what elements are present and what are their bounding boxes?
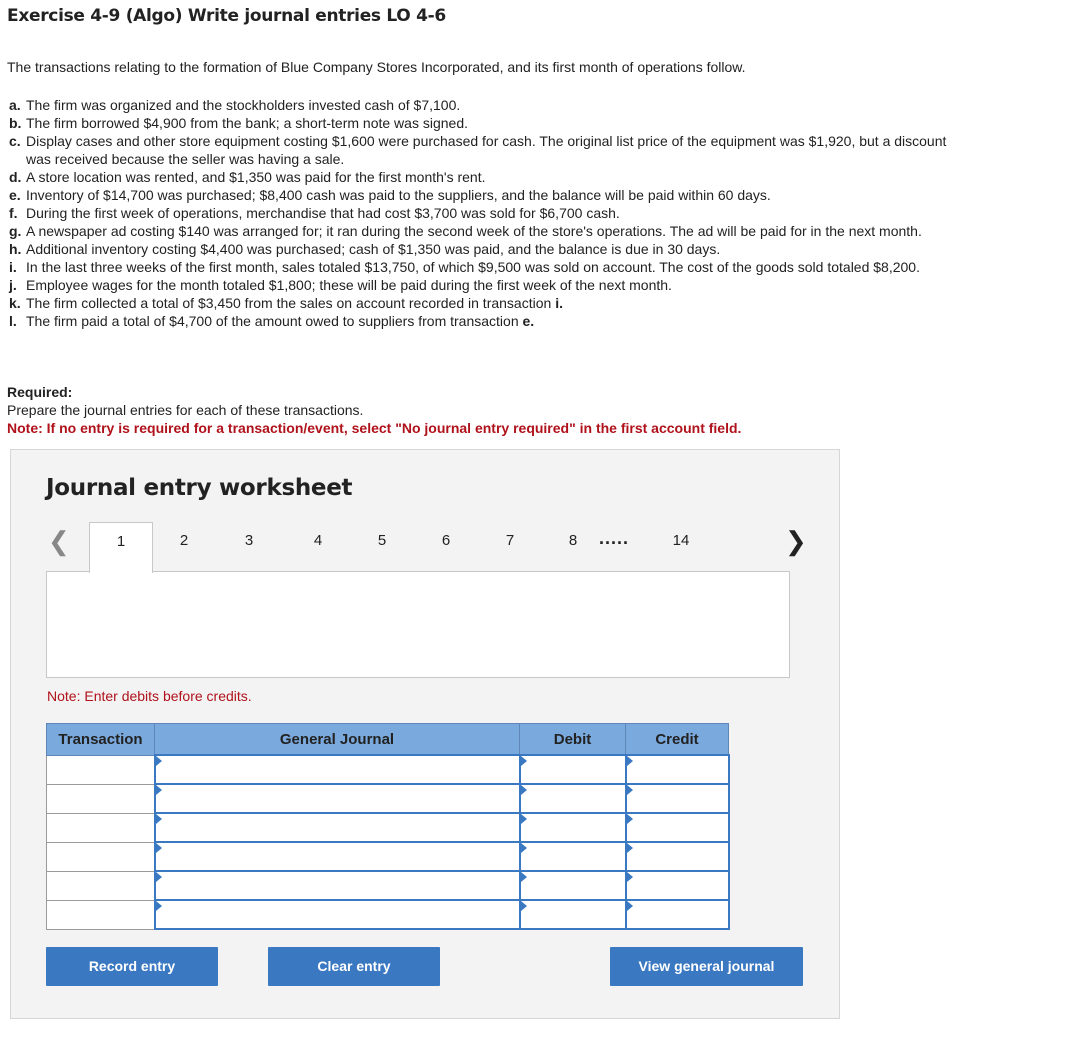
transaction-letter: e. (9, 187, 21, 203)
transaction-item (9, 168, 949, 186)
account-field[interactable] (155, 784, 520, 813)
transaction-letter: a. (9, 97, 21, 113)
tab-8[interactable]: 8 (568, 532, 578, 549)
field-marker-icon (156, 785, 162, 795)
transaction-cell (47, 813, 155, 842)
field-marker-icon (521, 872, 527, 882)
transaction-text: Inventory of $14,700 was purchased; $8,400 cash was paid to the suppliers, and the balance will be paid within 60 days. (26, 187, 771, 203)
field-marker-icon (627, 756, 633, 766)
field-marker-icon (521, 756, 527, 766)
debit-field[interactable] (520, 900, 626, 929)
transaction-text-wrap (26, 222, 949, 240)
tab-14[interactable]: 14 (672, 532, 690, 549)
field-marker-icon (521, 843, 527, 853)
view-general-journal-button[interactable]: View general journal (610, 947, 803, 986)
transaction-text-wrap (26, 294, 949, 312)
field-marker-icon (627, 785, 633, 795)
transaction-text: The firm was organized and the stockholders invested cash of $7,100. (26, 97, 461, 113)
table-row (47, 842, 729, 871)
transaction-text: Employee wages for the month totaled $1,800; these will be paid during the first week of the next month. (26, 277, 672, 293)
transaction-text: During the first week of operations, merchandise that had cost $3,700 was sold for $6,700 cash. (26, 205, 620, 221)
transaction-cell (47, 755, 155, 784)
transaction-letter: c. (9, 133, 21, 149)
account-field[interactable] (155, 813, 520, 842)
transaction-text: The firm collected a total of $3,450 from the sales on account recorded in transaction (26, 295, 552, 311)
field-marker-icon (156, 814, 162, 824)
table-row (47, 784, 729, 813)
transaction-item (9, 258, 949, 276)
table-row (47, 813, 729, 842)
tab-5[interactable]: 5 (377, 532, 387, 549)
required-heading: Required: (7, 384, 73, 400)
transaction-text: A newspaper ad costing $140 was arranged for; it ran during the second week of the store's operations. The ad will be paid for in the next month. (26, 223, 922, 239)
transaction-list (9, 96, 949, 330)
transaction-text-wrap (26, 204, 949, 222)
field-marker-icon (156, 756, 162, 766)
field-marker-icon (156, 872, 162, 882)
worksheet-title: Journal entry worksheet (46, 475, 353, 501)
transaction-letter: k. (9, 295, 21, 311)
tab-ellipsis: ..... (599, 528, 630, 548)
record-entry-button[interactable]: Record entry (46, 947, 218, 986)
debit-field[interactable] (520, 755, 626, 784)
transaction-item (9, 204, 949, 222)
journal-entry-worksheet (10, 449, 840, 1019)
transaction-text-wrap (26, 312, 949, 330)
transaction-item (9, 222, 949, 240)
tab-content-box (46, 571, 790, 678)
transaction-ref: i. (555, 295, 563, 311)
transaction-item (9, 114, 949, 132)
next-arrow-icon[interactable]: ❯ (785, 526, 807, 556)
transaction-text: In the last three weeks of the first month, sales totaled $13,750, of which $9,500 was sold on account. The cost of the goods sold totaled $8,200. (26, 259, 920, 275)
tab-6[interactable]: 6 (441, 532, 451, 549)
required-note: Note: If no entry is required for a transaction/event, select "No journal entry required" in the first account field. (7, 420, 742, 436)
credit-field[interactable] (626, 784, 729, 813)
transaction-text-wrap (26, 114, 949, 132)
transaction-text-wrap (26, 186, 949, 204)
transaction-text-wrap (26, 132, 949, 168)
prev-arrow-icon[interactable]: ❮ (48, 526, 70, 556)
field-marker-icon (156, 901, 162, 911)
transaction-text-wrap (26, 240, 949, 258)
transaction-cell (47, 842, 155, 871)
credit-field[interactable] (626, 813, 729, 842)
required-section (7, 383, 741, 437)
transaction-letter: b. (9, 115, 22, 131)
transaction-letter: j. (9, 277, 17, 293)
field-marker-icon (521, 901, 527, 911)
transaction-text-wrap (26, 96, 949, 114)
col-credit: Credit (626, 724, 729, 756)
table-row (47, 755, 729, 784)
field-marker-icon (627, 872, 633, 882)
transaction-text-wrap (26, 276, 949, 294)
transaction-letter: h. (9, 241, 22, 257)
transaction-item (9, 294, 949, 312)
col-transaction: Transaction (47, 724, 155, 756)
account-field[interactable] (155, 900, 520, 929)
transaction-text-wrap (26, 258, 949, 276)
transaction-item (9, 240, 949, 258)
transaction-cell (47, 900, 155, 929)
transaction-item (9, 276, 949, 294)
clear-entry-button[interactable]: Clear entry (268, 947, 440, 986)
debit-field[interactable] (520, 842, 626, 871)
transaction-text: Additional inventory costing $4,400 was purchased; cash of $1,350 was paid, and the balance is due in 30 days. (26, 241, 721, 257)
field-marker-icon (521, 814, 527, 824)
transaction-letter: d. (9, 169, 22, 185)
credit-field[interactable] (626, 755, 729, 784)
account-field[interactable] (155, 871, 520, 900)
debit-field[interactable] (520, 871, 626, 900)
table-row (47, 871, 729, 900)
field-marker-icon (627, 814, 633, 824)
credit-field[interactable] (626, 871, 729, 900)
debit-field[interactable] (520, 813, 626, 842)
account-field[interactable] (155, 842, 520, 871)
tab-1[interactable]: 1 (89, 522, 153, 573)
field-marker-icon (627, 843, 633, 853)
transaction-item (9, 96, 949, 114)
tab-3[interactable]: 3 (244, 532, 254, 549)
transaction-item (9, 186, 949, 204)
tab-4[interactable]: 4 (313, 532, 323, 549)
journal-table (46, 723, 730, 930)
transaction-cell (47, 784, 155, 813)
page-title: Exercise 4-9 (Algo) Write journal entries LO 4-6 (7, 6, 446, 26)
transaction-text: Display cases and other store equipment costing $1,600 were purchased for cash. The original list price of the equipment was $1,920, but a discount was received because the seller was having a sale. (26, 133, 947, 167)
transaction-text: The firm paid a total of $4,700 of the amount owed to suppliers from transaction (26, 313, 519, 329)
transaction-text: A store location was rented, and $1,350 was paid for the first month's rent. (26, 169, 486, 185)
transaction-text: The firm borrowed $4,900 from the bank; a short-term note was signed. (26, 115, 468, 131)
credit-field[interactable] (626, 900, 729, 929)
required-instruction: Prepare the journal entries for each of these transactions. (7, 402, 364, 418)
transaction-letter: i. (9, 259, 17, 275)
field-marker-icon (156, 843, 162, 853)
transaction-item (9, 132, 949, 168)
transaction-item (9, 312, 949, 330)
tab-2[interactable]: 2 (179, 532, 189, 549)
col-general-journal: General Journal (155, 724, 520, 756)
intro-text: The transactions relating to the formation of Blue Company Stores Incorporated, and its first month of operations follow. (7, 59, 746, 75)
transaction-letter: f. (9, 205, 18, 221)
transaction-text-wrap (26, 168, 949, 186)
field-marker-icon (521, 785, 527, 795)
tab-7[interactable]: 7 (505, 532, 515, 549)
table-row (47, 900, 729, 929)
transaction-ref: e. (522, 313, 535, 329)
debit-field[interactable] (520, 784, 626, 813)
field-marker-icon (627, 901, 633, 911)
transaction-cell (47, 871, 155, 900)
account-field[interactable] (155, 755, 520, 784)
transaction-letter: l. (9, 313, 17, 329)
credit-field[interactable] (626, 842, 729, 871)
col-debit: Debit (520, 724, 626, 756)
debit-note: Note: Enter debits before credits. (47, 688, 252, 704)
transaction-letter: g. (9, 223, 22, 239)
